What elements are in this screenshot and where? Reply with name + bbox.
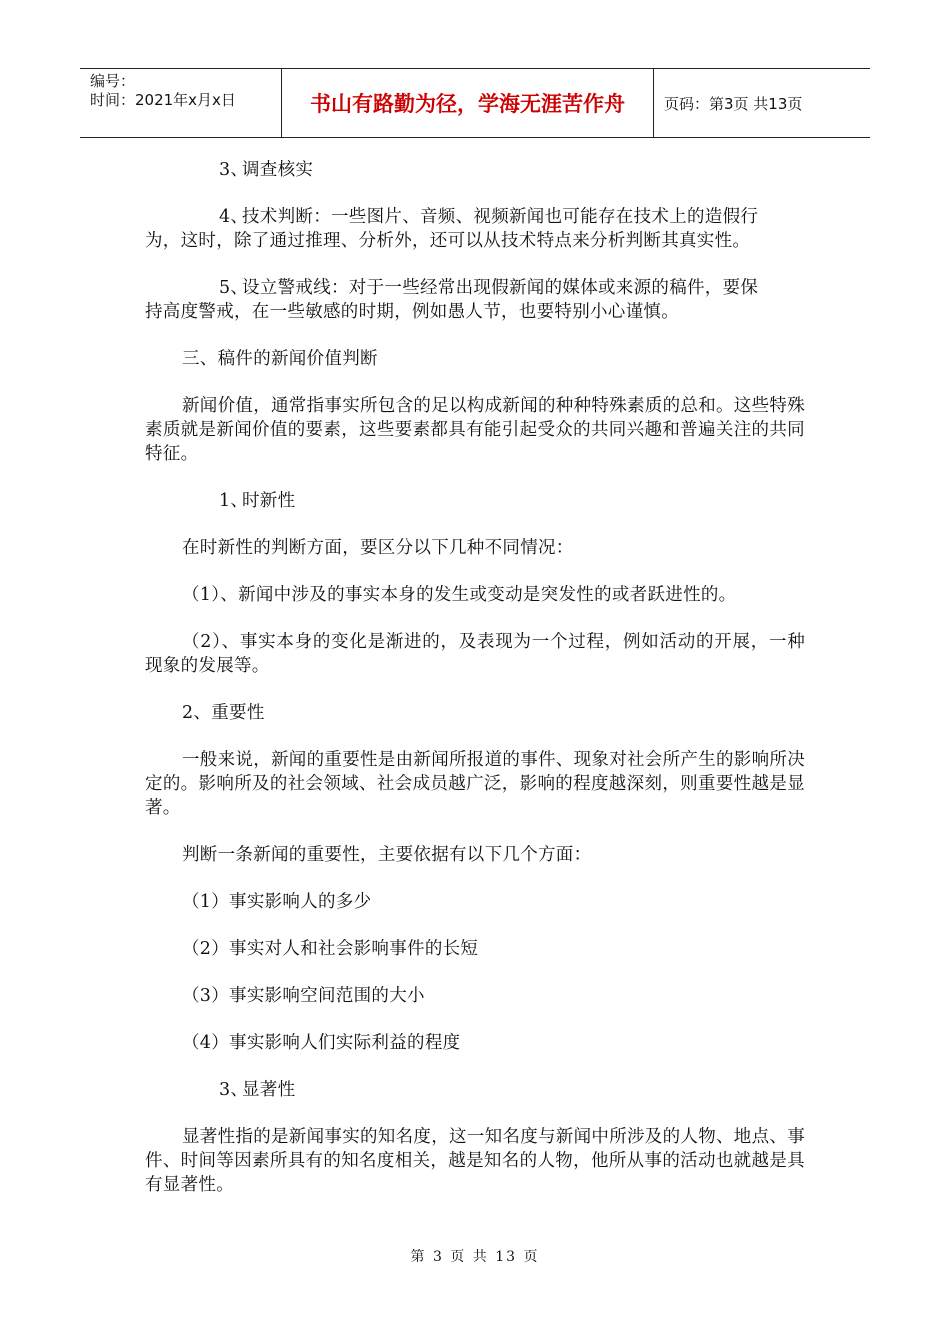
section-heading: 三、稿件的新闻价值判断 (182, 349, 378, 369)
list-item: （2）、事实本身的变化是渐进的，及表现为一个过程，例如活动的开展，一种现象的发展等。 (145, 632, 805, 676)
paragraph: 在时新性的判断方面，要区分以下几种不同情况： (182, 538, 574, 558)
page-footer: 第 3 页 共 13 页 (410, 1249, 540, 1265)
item-text: 时新性 (242, 491, 296, 511)
item-text-continued: 持高度警戒，在一些敏感的时期，例如愚人节，也要特别小心谨慎。 (145, 302, 679, 322)
item-number: 3、 (219, 1080, 249, 1100)
paragraph: 显著性指的是新闻事实的知名度，这一知名度与新闻中所涉及的人物、地点、事件、时间等因素所具有的知名度相关，越是知名的人物，他所从事的活动也就越是具有显著性。 (145, 1127, 805, 1195)
list-item (145, 158, 805, 182)
item-text: 显著性 (242, 1080, 296, 1100)
list-item (145, 1078, 805, 1102)
list-item: （3）事实影响空间范围的大小 (182, 986, 425, 1006)
list-item: （2）事实对人和社会影响事件的长短 (182, 939, 479, 959)
page-header (80, 68, 870, 138)
list-item (145, 276, 805, 324)
header-meta (80, 69, 282, 137)
item-text: 调查核实 (242, 160, 314, 180)
item-text: 技术判断：一些图片、音频、视频新闻也可能存在技术上的造假行 (242, 207, 759, 227)
header-page-label: 页码：第3页 共13页 (664, 94, 803, 113)
item-number: 1、 (219, 491, 249, 511)
serial-label: 编号： (90, 72, 136, 90)
paragraph: 判断一条新闻的重要性，主要依据有以下几个方面： (182, 845, 592, 865)
header-motto: 书山有路勤为径，学海无涯苦作舟 (282, 69, 654, 137)
item-number: 3、 (219, 160, 249, 180)
list-item (145, 489, 805, 513)
paragraph: 新闻价值，通常指事实所包含的足以构成新闻的种种特殊素质的总和。这些特殊素质就是新闻价值的要素，这些要素都具有能引起受众的共同兴趣和普遍关注的共同特征。 (145, 396, 805, 464)
list-item (145, 205, 805, 253)
subsection-heading: 2、重要性 (182, 703, 265, 723)
list-item: （4）事实影响人们实际利益的程度 (182, 1033, 461, 1053)
item-number: 4、 (219, 207, 249, 227)
item-text-continued: 为，这时，除了通过推理、分析外，还可以从技术特点来分析判断其真实性。 (145, 231, 751, 251)
item-text: 设立警戒线：对于一些经常出现假新闻的媒体或来源的稿件，要保 (242, 278, 759, 298)
list-item: （1）、新闻中涉及的事实本身的发生或变动是突发性的或者跃进性的。 (182, 585, 737, 605)
document-body (145, 150, 805, 1197)
list-item: （1）事实影响人的多少 (182, 892, 372, 912)
paragraph: 一般来说，新闻的重要性是由新闻所报道的事件、现象对社会所产生的影响所决定的。影响所及的社会领域、社会成员越广泛，影响的程度越深刻，则重要性越是显著。 (145, 750, 805, 818)
item-number: 5、 (219, 278, 249, 298)
time-label: 时间：2021年x月x日 (90, 91, 236, 109)
